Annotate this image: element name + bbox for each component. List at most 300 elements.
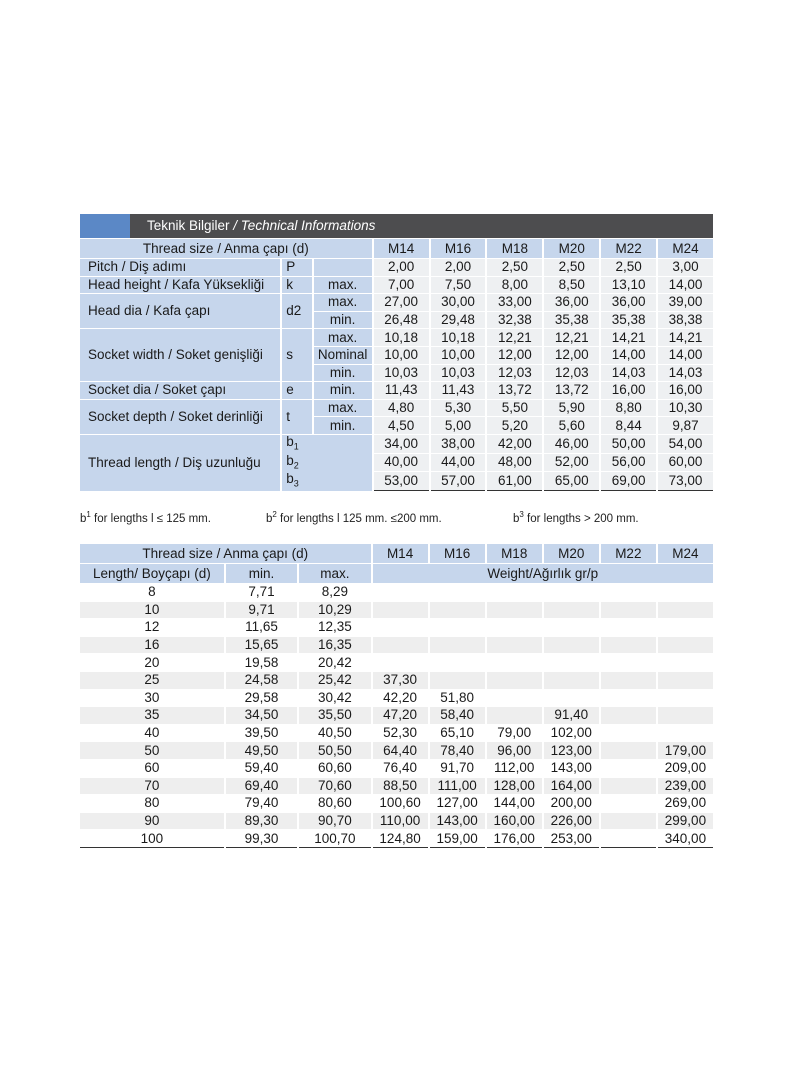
weight-value (430, 619, 485, 636)
size-header: M14 (374, 239, 429, 258)
spec-value: 40,00 (374, 454, 429, 472)
spec-row (80, 259, 713, 276)
spec-value: 69,00 (601, 472, 656, 491)
size-header: M14 (373, 544, 428, 563)
technical-info-section (80, 214, 713, 492)
spec-value: 27,00 (374, 294, 429, 311)
weight-value (430, 602, 485, 619)
b-letter: b (286, 452, 294, 468)
spec-value: 11,43 (431, 382, 486, 399)
spec-value: 36,00 (601, 294, 656, 311)
weight-value (544, 584, 599, 601)
max-value: 90,70 (299, 813, 370, 830)
spec-label: Head dia / Kafa çapı (80, 294, 280, 328)
spec-value: 13,72 (487, 382, 542, 399)
spec-value: 10,00 (431, 347, 486, 364)
size-header: M18 (487, 544, 542, 563)
weight-value: 269,00 (658, 795, 713, 812)
min-value: 79,40 (226, 795, 297, 812)
weight-value: 112,00 (487, 760, 542, 777)
weight-value (544, 619, 599, 636)
length-value: 60 (80, 760, 224, 777)
weight-subheader-row (80, 564, 713, 583)
b-symbol (286, 472, 371, 491)
weight-value (601, 619, 656, 636)
weight-size-header-row (80, 544, 713, 563)
spec-value: 32,38 (487, 312, 542, 329)
weight-value (658, 602, 713, 619)
weight-value (601, 584, 656, 601)
weight-row (80, 619, 713, 636)
min-value: 7,71 (226, 584, 297, 601)
spec-value: 46,00 (544, 435, 599, 453)
weight-value: 102,00 (544, 725, 599, 742)
weight-value (601, 778, 656, 795)
length-value: 70 (80, 778, 224, 795)
weight-value (373, 602, 428, 619)
footnote-3-text: for lengths > 200 mm. (523, 512, 639, 525)
length-value: 90 (80, 813, 224, 830)
size-header: M24 (658, 239, 713, 258)
max-value: 12,35 (299, 619, 370, 636)
spec-value: 11,43 (374, 382, 429, 399)
spec-value: 61,00 (487, 472, 542, 491)
max-value: 25,42 (299, 672, 370, 689)
spec-value: 14,03 (601, 365, 656, 382)
weight-value: 64,40 (373, 742, 428, 759)
max-value: 70,60 (299, 778, 370, 795)
b-letter: b (286, 471, 294, 487)
spec-value: 14,00 (658, 277, 713, 294)
spec-label: Thread length / Diş uzunluğu (80, 435, 280, 491)
weight-value: 47,20 (373, 707, 428, 724)
weight-value: 78,40 (430, 742, 485, 759)
weight-value (658, 690, 713, 707)
weight-value (544, 690, 599, 707)
weight-value: 91,70 (430, 760, 485, 777)
weight-value: 65,10 (430, 725, 485, 742)
min-value: 15,65 (226, 637, 297, 654)
spec-value: 38,38 (658, 312, 713, 329)
spec-value: 5,30 (431, 400, 486, 417)
spec-row (80, 294, 713, 311)
spec-value: 12,21 (544, 329, 599, 346)
spec-value: 12,03 (544, 365, 599, 382)
max-value: 10,29 (299, 602, 370, 619)
spec-value: 30,00 (431, 294, 486, 311)
spec-value: 7,50 (431, 277, 486, 294)
spec-row (80, 329, 713, 346)
weight-row (80, 830, 713, 848)
thread-size-header: Thread size / Anma çapı (d) (80, 239, 372, 258)
weight-value: 143,00 (544, 760, 599, 777)
spec-value: 5,20 (487, 417, 542, 434)
size-header: M22 (601, 544, 656, 563)
min-value: 69,40 (226, 778, 297, 795)
spec-value: 12,21 (487, 329, 542, 346)
spec-value: 8,44 (601, 417, 656, 434)
spec-value: 12,00 (487, 347, 542, 364)
weight-value (601, 742, 656, 759)
weight-value: 123,00 (544, 742, 599, 759)
weight-value (658, 619, 713, 636)
spec-value: 14,00 (658, 347, 713, 364)
weight-value: 340,00 (658, 830, 713, 848)
length-value: 16 (80, 637, 224, 654)
max-value: 60,60 (299, 760, 370, 777)
spec-value: 14,21 (601, 329, 656, 346)
weight-value: 76,40 (373, 760, 428, 777)
weight-value (544, 602, 599, 619)
weight-value: 52,30 (373, 725, 428, 742)
spec-value: 60,00 (658, 454, 713, 472)
footnote-1-sup: 1 (86, 510, 91, 519)
spec-symbol (282, 435, 371, 491)
spec-row (80, 277, 713, 294)
footnote-3-b: b (513, 512, 520, 525)
weight-value: 127,00 (430, 795, 485, 812)
max-value: 20,42 (299, 654, 370, 671)
spec-value: 4,50 (374, 417, 429, 434)
spec-row (80, 435, 713, 453)
spec-qualifier: min. (314, 382, 372, 399)
spec-value: 14,00 (601, 347, 656, 364)
spec-value: 12,03 (487, 365, 542, 382)
spec-value: 8,00 (487, 277, 542, 294)
weight-value: 88,50 (373, 778, 428, 795)
spec-value: 12,00 (544, 347, 599, 364)
weight-value (487, 654, 542, 671)
length-value: 30 (80, 690, 224, 707)
spec-value: 16,00 (601, 382, 656, 399)
weight-value (601, 707, 656, 724)
weight-value (487, 707, 542, 724)
min-value: 99,30 (226, 830, 297, 848)
length-value: 35 (80, 707, 224, 724)
weight-value (487, 619, 542, 636)
weight-value (658, 707, 713, 724)
footnote-3 (513, 510, 639, 525)
spec-value: 48,00 (487, 454, 542, 472)
weight-value (601, 795, 656, 812)
spec-row (80, 382, 713, 399)
min-header: min. (226, 564, 297, 583)
spec-value: 13,72 (544, 382, 599, 399)
max-value: 80,60 (299, 795, 370, 812)
weight-value: 176,00 (487, 830, 542, 848)
length-value: 100 (80, 830, 224, 848)
weight-value (601, 654, 656, 671)
spec-value: 10,00 (374, 347, 429, 364)
weight-row (80, 813, 713, 830)
weight-value: 253,00 (544, 830, 599, 848)
spec-value: 2,50 (544, 259, 599, 276)
spec-value: 8,50 (544, 277, 599, 294)
length-value: 8 (80, 584, 224, 601)
spec-label: Head height / Kafa Yüksekliği (80, 277, 280, 294)
spec-symbol: d2 (282, 294, 311, 328)
spec-value: 2,50 (487, 259, 542, 276)
max-value: 8,29 (299, 584, 370, 601)
length-value: 10 (80, 602, 224, 619)
min-value: 34,50 (226, 707, 297, 724)
footnote-1-b: b (80, 512, 87, 525)
spec-label: Socket dia / Soket çapı (80, 382, 280, 399)
weight-row (80, 690, 713, 707)
footnote-2 (266, 510, 442, 525)
min-value: 29,58 (226, 690, 297, 707)
weight-value (430, 637, 485, 654)
weight-row (80, 760, 713, 777)
thread-size-header: Thread size / Anma çapı (d) (80, 544, 371, 563)
spec-value: 57,00 (431, 472, 486, 491)
title-sub: / Technical Informations (233, 218, 376, 233)
weight-row (80, 725, 713, 742)
weight-value (601, 725, 656, 742)
max-value: 50,50 (299, 742, 370, 759)
weight-value (658, 672, 713, 689)
weight-section (80, 543, 713, 849)
weight-value (601, 602, 656, 619)
max-value: 40,50 (299, 725, 370, 742)
spec-value: 26,48 (374, 312, 429, 329)
spec-value: 8,80 (601, 400, 656, 417)
spec-value: 73,00 (658, 472, 713, 491)
weight-value: 128,00 (487, 778, 542, 795)
min-value: 89,30 (226, 813, 297, 830)
weight-value: 226,00 (544, 813, 599, 830)
min-value: 59,40 (226, 760, 297, 777)
weight-row (80, 654, 713, 671)
spec-value: 14,03 (658, 365, 713, 382)
spec-value: 10,18 (374, 329, 429, 346)
title-accent-block (80, 214, 130, 238)
min-value: 39,50 (226, 725, 297, 742)
size-header: M20 (544, 239, 599, 258)
weight-value (373, 619, 428, 636)
weight-value: 179,00 (658, 742, 713, 759)
spec-value: 5,00 (431, 417, 486, 434)
spec-value: 34,00 (374, 435, 429, 453)
footnote-1 (80, 510, 211, 525)
weight-value: 79,00 (487, 725, 542, 742)
spec-value: 9,87 (658, 417, 713, 434)
weight-value (658, 654, 713, 671)
spec-symbol: P (282, 259, 311, 276)
max-value: 16,35 (299, 637, 370, 654)
size-header: M22 (601, 239, 656, 258)
spec-value: 56,00 (601, 454, 656, 472)
weight-row (80, 672, 713, 689)
spec-value: 33,00 (487, 294, 542, 311)
weight-row (80, 707, 713, 724)
b-letter: b (286, 433, 294, 449)
weight-value (373, 584, 428, 601)
b-subscript: 3 (293, 479, 299, 489)
b-subscript: 1 (293, 441, 299, 452)
weight-value (430, 672, 485, 689)
weight-value: 96,00 (487, 742, 542, 759)
length-value: 40 (80, 725, 224, 742)
spec-value: 35,38 (601, 312, 656, 329)
spec-value: 5,50 (487, 400, 542, 417)
spec-value: 54,00 (658, 435, 713, 453)
weight-value (658, 584, 713, 601)
title-main: Teknik Bilgiler (147, 218, 230, 233)
weight-value: 58,40 (430, 707, 485, 724)
section-title (130, 214, 375, 238)
weight-table (78, 543, 715, 849)
spec-symbol: e (282, 382, 311, 399)
length-value: 20 (80, 654, 224, 671)
weight-value: 144,00 (487, 795, 542, 812)
weight-value (487, 584, 542, 601)
weight-value (373, 654, 428, 671)
spec-label: Pitch / Diş adımı (80, 259, 280, 276)
weight-header: Weight/Ağırlık gr/p (373, 564, 713, 583)
length-value: 12 (80, 619, 224, 636)
length-value: 25 (80, 672, 224, 689)
footnote-2-text: for lengths l 125 mm. ≤200 mm. (276, 512, 442, 525)
weight-value: 100,60 (373, 795, 428, 812)
spec-symbol: s (282, 329, 311, 381)
weight-row (80, 795, 713, 812)
min-value: 11,65 (226, 619, 297, 636)
spec-label: Socket depth / Soket derinliği (80, 400, 280, 434)
section-title-bar (80, 214, 713, 238)
weight-value (487, 672, 542, 689)
spec-value: 10,03 (374, 365, 429, 382)
weight-row (80, 778, 713, 795)
spec-symbol: t (282, 400, 311, 434)
weight-value: 299,00 (658, 813, 713, 830)
weight-row (80, 602, 713, 619)
spec-value: 29,48 (431, 312, 486, 329)
spec-qualifier: max. (314, 329, 372, 346)
spec-value: 53,00 (374, 472, 429, 491)
weight-value (430, 654, 485, 671)
spec-value: 42,00 (487, 435, 542, 453)
weight-value (601, 830, 656, 848)
weight-value (487, 690, 542, 707)
weight-value (601, 690, 656, 707)
spec-label: Socket width / Soket genişliği (80, 329, 280, 381)
spec-value: 4,80 (374, 400, 429, 417)
spec-value: 44,00 (431, 454, 486, 472)
footnote-1-text: for lengths l ≤ 125 mm. (90, 512, 211, 525)
spec-value: 50,00 (601, 435, 656, 453)
spec-value: 7,00 (374, 277, 429, 294)
weight-value: 42,20 (373, 690, 428, 707)
weight-value: 159,00 (430, 830, 485, 848)
spec-value: 14,21 (658, 329, 713, 346)
weight-value (544, 637, 599, 654)
spec-value: 36,00 (544, 294, 599, 311)
length-header: Length/ Boyçapı (d) (80, 564, 224, 583)
spec-value: 10,30 (658, 400, 713, 417)
spec-value: 65,00 (544, 472, 599, 491)
max-header: max. (299, 564, 370, 583)
spec-qualifier: min. (314, 312, 372, 329)
min-value: 9,71 (226, 602, 297, 619)
spec-value: 2,50 (601, 259, 656, 276)
max-value: 100,70 (299, 830, 370, 848)
spec-value: 3,00 (658, 259, 713, 276)
weight-row (80, 742, 713, 759)
weight-value: 111,00 (430, 778, 485, 795)
b-symbol (286, 435, 371, 454)
weight-value: 143,00 (430, 813, 485, 830)
weight-value (658, 725, 713, 742)
length-value: 80 (80, 795, 224, 812)
length-value: 50 (80, 742, 224, 759)
weight-value: 200,00 (544, 795, 599, 812)
spec-value: 5,60 (544, 417, 599, 434)
specs-table (78, 238, 715, 492)
size-header: M24 (658, 544, 713, 563)
spec-value: 10,03 (431, 365, 486, 382)
b-symbol (286, 454, 371, 473)
spec-qualifier: max. (314, 294, 372, 311)
spec-value: 10,18 (431, 329, 486, 346)
spec-qualifier: Nominal (314, 347, 372, 364)
spec-value: 13,10 (601, 277, 656, 294)
spec-value: 38,00 (431, 435, 486, 453)
weight-value (601, 760, 656, 777)
spec-value: 16,00 (658, 382, 713, 399)
size-header: M20 (544, 544, 599, 563)
weight-value (601, 672, 656, 689)
max-value: 35,50 (299, 707, 370, 724)
spec-qualifier (314, 259, 372, 276)
spec-qualifier: min. (314, 365, 372, 382)
b-subscript: 2 (293, 460, 299, 471)
spec-qualifier: max. (314, 277, 372, 294)
weight-value: 91,40 (544, 707, 599, 724)
weight-value: 160,00 (487, 813, 542, 830)
spec-row (80, 400, 713, 417)
weight-value: 209,00 (658, 760, 713, 777)
weight-value (544, 654, 599, 671)
min-value: 24,58 (226, 672, 297, 689)
weight-value: 124,80 (373, 830, 428, 848)
max-value: 30,42 (299, 690, 370, 707)
weight-value: 164,00 (544, 778, 599, 795)
min-value: 49,50 (226, 742, 297, 759)
spec-qualifier: min. (314, 417, 372, 434)
weight-value (430, 584, 485, 601)
spec-value: 2,00 (374, 259, 429, 276)
spec-value: 5,90 (544, 400, 599, 417)
spec-value: 2,00 (431, 259, 486, 276)
weight-value: 37,30 (373, 672, 428, 689)
weight-value: 239,00 (658, 778, 713, 795)
footnote-2-sup: 2 (272, 510, 277, 519)
weight-value (544, 672, 599, 689)
weight-row (80, 637, 713, 654)
size-header: M16 (431, 239, 486, 258)
weight-value (601, 813, 656, 830)
spec-value: 52,00 (544, 454, 599, 472)
weight-value (601, 637, 656, 654)
min-value: 19,58 (226, 654, 297, 671)
weight-value (487, 602, 542, 619)
weight-value: 110,00 (373, 813, 428, 830)
spec-symbol: k (282, 277, 311, 294)
size-header: M16 (430, 544, 485, 563)
weight-row (80, 584, 713, 601)
footnote-2-b: b (266, 512, 273, 525)
